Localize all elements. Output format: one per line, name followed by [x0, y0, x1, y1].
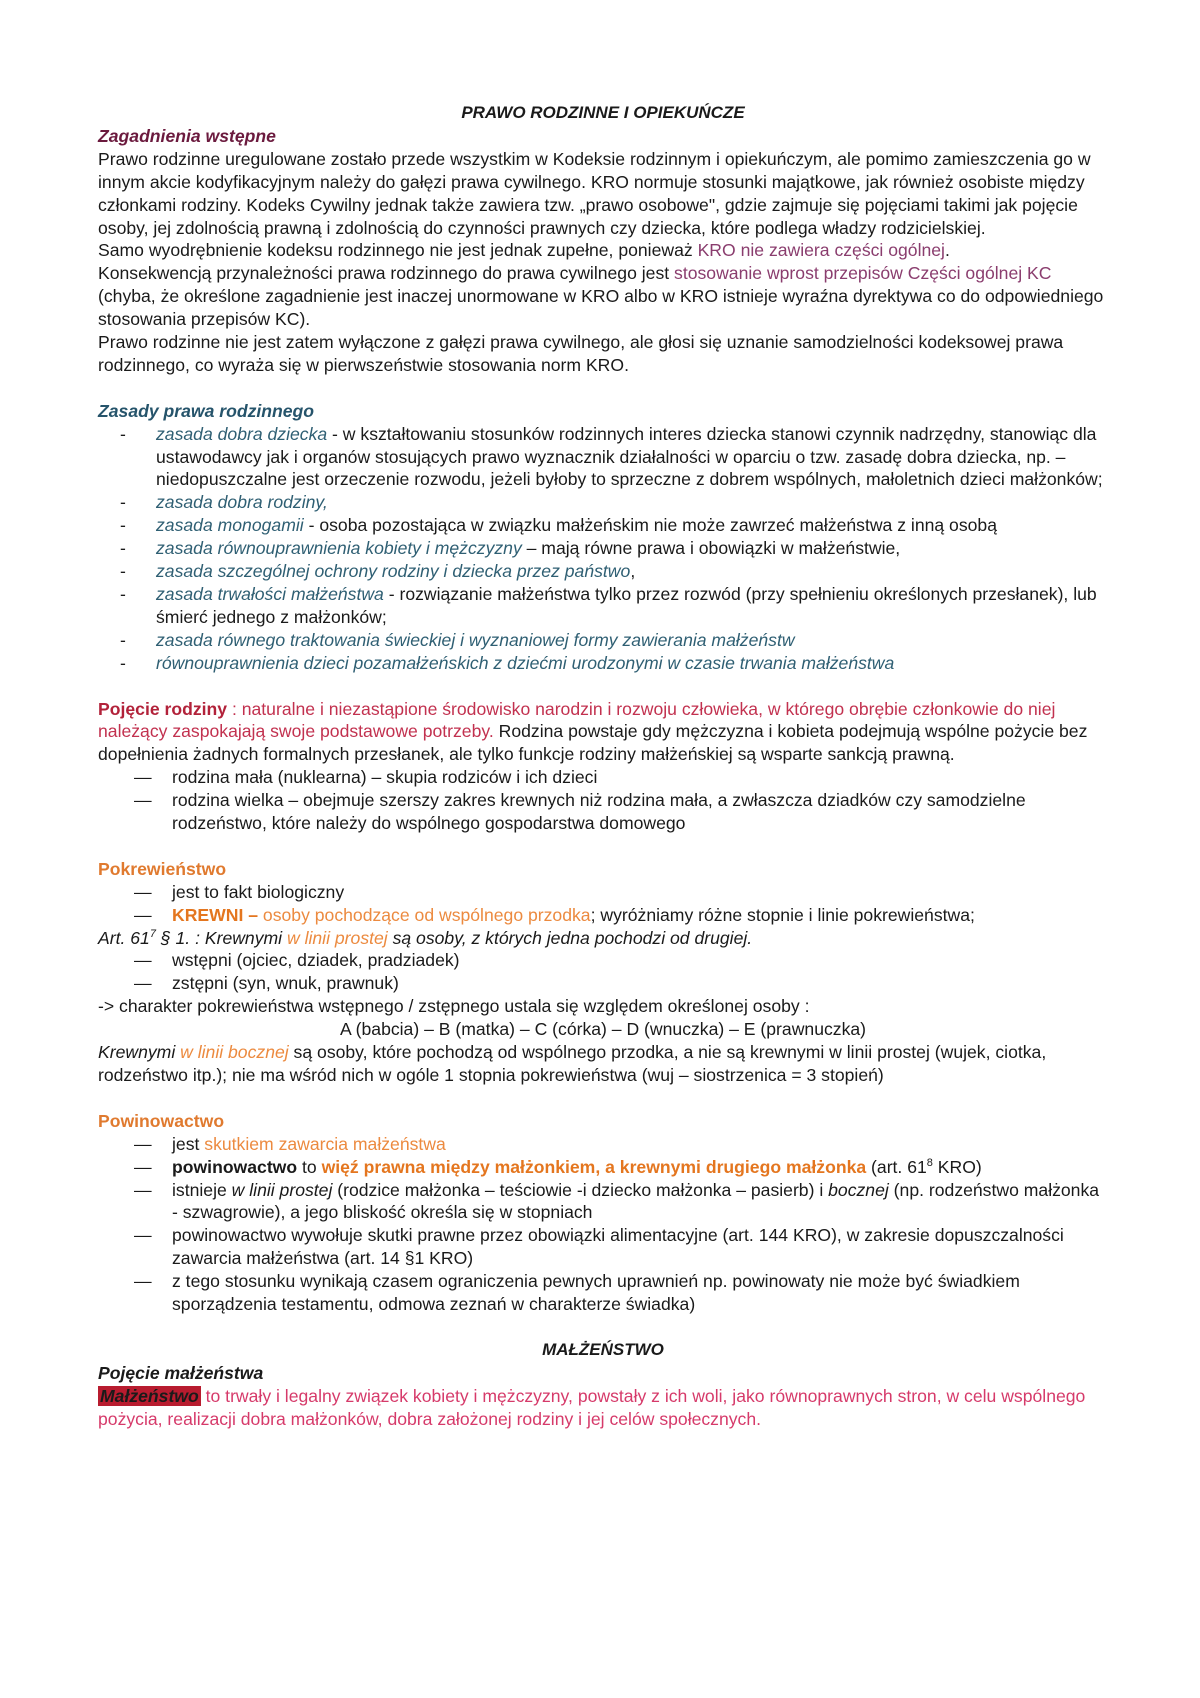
list-item: [98, 1133, 1108, 1156]
zasady-heading: Zasady prawa rodzinnego: [98, 400, 315, 421]
intro-p2-end: .: [944, 240, 950, 261]
krewni-term: KREWNI –: [172, 904, 263, 925]
malzenstwo-heading: Pojęcie małżeństwa: [98, 1362, 264, 1383]
list-item: [98, 1224, 1108, 1270]
pokrewienstwo-list-1: [98, 881, 1108, 927]
boczna-term: Krewnymi: [98, 1042, 181, 1063]
dash-marker: -: [120, 584, 126, 605]
list-item-text: (rodzice małżonka – teściowie -i dziecko małżonka – pasierb) i: [332, 1179, 829, 1200]
dash-marker: -: [120, 423, 126, 444]
article-highlight: w linii prostej: [286, 927, 388, 948]
list-item: [98, 491, 1108, 514]
dash-marker: -: [120, 561, 126, 582]
list-item: [98, 1270, 1108, 1316]
dash-marker: —: [134, 790, 152, 811]
article-text-end: są osoby, z których jedna pochodzi od drugiej.: [387, 927, 753, 948]
intro-p3-end: (chyba, że określone zagadnienie jest inaczej unormowane w KRO albo w KRO istnieje wyraźna dyrektywa co do odpowiedniego stosowania przepisów KC).: [98, 286, 1104, 330]
intro-paragraph-1: Prawo rodzinne uregulowane zostało przede wszystkim w Kodeksie rodzinnym i opiekuńczym, ale pomimo zamieszczenia go w innym akcie kodyfikacyjnym należy do gałęzi prawa cywilnego. KRO normuje stosunki majątkowe, jak również osobiste między członkami rodziny. Kodeks Cywilny jednak także zawiera tzw. „prawo osobowe", gdzie zajmuje się pojęciami takimi jak pojęcie osoby, jej zdolnością prawną i zdolnością do czynności prawnych czy dziecka, które podlega władzy rodzicielskiej.: [98, 148, 1091, 238]
dash-marker: —: [134, 1225, 152, 1246]
dash-marker: —: [134, 1156, 152, 1177]
intro-p3-text: Konsekwencją przynależności prawa rodzinnego do prawa cywilnego jest: [98, 263, 675, 284]
list-item: [98, 652, 1108, 675]
malzenstwo-definition: [98, 1385, 1108, 1431]
powinowactwo-term: powinowactwo: [172, 1156, 298, 1177]
zasada-desc: ,: [630, 561, 636, 582]
zasada-term: zasada szczególnej ochrony rodziny i dziecka przez państwo: [156, 561, 631, 582]
dash-marker: -: [120, 538, 126, 559]
list-item-text: rodzina wielka – obejmuje szerszy zakres krewnych niż rodzina mała, a zwłaszcza dziadków czy samodzielne rodzeństwo, które należy do wspólnego gospodarstwa domowego: [172, 790, 1026, 834]
list-item-text: wstępni (ojciec, dziadek, pradziadek): [172, 950, 460, 971]
intro-p3-highlight: stosowanie wprost przepisów Części ogólnej KC: [674, 263, 1052, 284]
intro-paragraph-3: [98, 262, 1108, 331]
list-item: [98, 583, 1108, 629]
list-item: [98, 423, 1108, 492]
zasada-desc: – mają równe prawa i obowiązki w małżeństwie,: [521, 538, 901, 559]
list-item-text: jest: [172, 1133, 205, 1154]
pokrewienstwo-boczna: [98, 1041, 1108, 1087]
dash-marker: —: [134, 1179, 152, 1200]
powinowactwo-heading: Powinowactwo: [98, 1110, 225, 1131]
dash-marker: —: [134, 1133, 152, 1154]
zasada-desc: ,: [322, 492, 328, 513]
pokrewienstwo-list-2: [98, 949, 1108, 995]
list-item: [98, 789, 1108, 835]
zasada-term: zasada równego traktowania świeckiej i wyznaniowej formy zawierania małżeństw: [156, 629, 795, 650]
zasada-term: zasada dobra dziecka: [156, 423, 328, 444]
rodzina-text: Rodzina powstaje gdy mężczyzna i kobieta podejmują wspólne pożycie bez dopełnienia żadnych formalnych przesłanek, ale tylko funkcje rodziny małżeńskiej są wsparte sankcją prawną.: [98, 721, 1088, 765]
list-item-text: powinowactwo wywołuje skutki prawne przez obowiązki alimentacyjne (art. 144 KRO), w zakresie dopuszczalności zawarcia małżeństwa (art. 14 §1 KRO): [172, 1225, 1064, 1269]
dash-marker: —: [134, 881, 152, 902]
krewni-text: ; wyróżniamy różne stopnie i linie pokrewieństwa;: [590, 904, 975, 925]
list-item-text: istnieje: [172, 1179, 232, 1200]
list-item-text: z tego stosunku wynikają czasem ograniczenia pewnych uprawnień np. powinowaty nie może być świadkiem sporządzenia testamentu, odmowa zeznań w charakterze świadka): [172, 1271, 1020, 1315]
zasada-desc: - rozwiązanie małżeństwa tylko przez rozwód (przy spełnieniu określonych przesłanek), lub śmierć jednego z małżonków;: [156, 584, 1097, 627]
malzenstwo-def: to trwały i legalny związek kobiety i mężczyzny, powstały z ich woli, jako równoprawnych stron, w celu wspólnego pożycia, realizacji dobra małżonków, dobra założonej rodziny i jej celów społecznych.: [98, 1385, 1086, 1429]
article-sup: 7: [149, 927, 156, 940]
article-ref: Art. 61: [98, 927, 150, 948]
list-item-text: (np. rodzeństwo małżonka - szwagrowie), a jego bliskość określa się w stopniach: [172, 1179, 1100, 1223]
intro-paragraph-4: Prawo rodzinne nie jest zatem wyłączone z gałęzi prawa cywilnego, ale głosi się uznanie samodzielności kodeksowej prawa rodzinnego, co wyraża się w pierwszeństwie stosowania norm KRO.: [98, 332, 1064, 375]
article-61-7: [98, 927, 1108, 950]
powinowactwo-list: [98, 1133, 1108, 1316]
intro-paragraph-2: [98, 239, 1108, 262]
rodzina-heading: Pojęcie rodziny: [98, 698, 228, 719]
intro-p2-highlight: KRO nie zawiera części ogólnej: [697, 240, 945, 261]
rodzina-paragraph: [98, 698, 1108, 767]
dash-marker: -: [120, 515, 126, 536]
list-item-highlight: skutkiem zawarcia małżeństwa: [204, 1133, 446, 1154]
list-item: [98, 560, 1108, 583]
list-item-italic: bocznej: [828, 1179, 889, 1200]
list-item: [98, 972, 1108, 995]
list-item-text: rodzina mała (nuklearna) – skupia rodziców i ich dzieci: [172, 767, 598, 788]
rodzina-definition: : naturalne i niezastąpione środowisko narodzin i rozwoju człowieka, w którego obrębie członkowie do niej należący zaspokajają swoje podstawowe potrzeby.: [98, 698, 1056, 742]
zasada-desc: - w kształtowaniu stosunków rodzinnych interes dziecka stanowi czynnik nadrzędny, stanowiąc dla ustawodawcy jak i organów stosujących prawo wyznacznik działalności w oparciu o tzw. zasadę dobra dziecka, np. – niedopuszczalne jest orzeczenie rozwodu, jeżeli byłoby to sprzeczne z dobrem wspólnych, małoletnich dzieci małżonków;: [156, 423, 1103, 490]
dash-marker: —: [134, 767, 152, 788]
list-item: [98, 1179, 1108, 1225]
article-ref-end: KRO): [932, 1156, 982, 1177]
dash-marker: -: [120, 492, 126, 513]
zasada-term: zasada dobra rodziny: [156, 492, 323, 513]
list-item-text: to: [297, 1156, 322, 1177]
zasada-desc: - osoba pozostająca w związku małżeńskim nie może zawrzeć małżeństwa z inną osobą: [303, 515, 997, 536]
document-page: [98, 102, 1108, 1430]
list-item: [98, 629, 1108, 652]
zasady-list: [98, 423, 1108, 675]
list-item: [98, 881, 1108, 904]
boczna-highlight: w linii bocznej: [180, 1042, 289, 1063]
article-sup: 8: [926, 1156, 933, 1169]
list-item-text: zstępni (syn, wnuk, prawnuk): [172, 973, 399, 994]
powinowactwo-def: więź prawna między małżonkiem, a krewnymi drugiego małżonka: [321, 1156, 867, 1177]
malzenstwo-title: MAŁŻEŃSTWO: [542, 1339, 664, 1359]
list-item-text: jest to fakt biologiczny: [172, 881, 345, 902]
article-ref: (art. 61: [866, 1156, 927, 1177]
dash-marker: -: [120, 629, 126, 650]
rodzina-list: [98, 766, 1108, 835]
dash-marker: -: [120, 652, 126, 673]
dash-marker: —: [134, 904, 152, 925]
list-item: [98, 904, 1108, 927]
pokrewienstwo-chain: A (babcia) – B (matka) – C (córka) – D (wnuczka) – E (prawnuczka): [339, 1019, 867, 1040]
malzenstwo-term: Małżeństwo: [100, 1385, 199, 1406]
intro-p2-text: Samo wyodrębnienie kodeksu rodzinnego nie jest jednak zupełne, ponieważ: [98, 240, 698, 261]
article-text: § 1. : Krewnymi: [155, 927, 287, 948]
dash-marker: —: [134, 950, 152, 971]
list-item: [98, 1156, 1108, 1179]
zasada-term: zasada trwałości małżeństwa: [156, 584, 384, 605]
dash-marker: —: [134, 1271, 152, 1292]
dash-marker: —: [134, 973, 152, 994]
list-item: [98, 537, 1108, 560]
pokrewienstwo-heading: Pokrewieństwo: [98, 858, 227, 879]
zasada-term: zasada równouprawnienia kobiety i mężczyzny: [156, 538, 522, 559]
list-item: [98, 766, 1108, 789]
zasada-term: zasada monogamii: [156, 515, 304, 536]
list-item-italic: w linii prostej: [231, 1179, 333, 1200]
intro-heading: Zagadnienia wstępne: [98, 125, 276, 146]
document-title: PRAWO RODZINNE I OPIEKUŃCZE: [461, 103, 745, 122]
list-item: [98, 949, 1108, 972]
zasada-term: równouprawnienia dzieci pozamałżeńskich z dziećmi urodzonymi w czasie trwania małżeństwa: [156, 652, 895, 673]
boczna-text: są osoby, które pochodzą od wspólnego przodka, a nie są krewnymi w linii prostej (wujek, ciotka, rodzeństwo itp.); nie ma wśród nich w ogóle 1 stopnia pokrewieństwa (wuj – siostrzenica = 3 stopień): [98, 1042, 1047, 1086]
pokrewienstwo-arrow-note: -> charakter pokrewieństwa wstępnego / zstępnego ustala się względem określonej osoby :: [98, 996, 810, 1017]
list-item: [98, 514, 1108, 537]
krewni-def: osoby pochodzące od wspólnego przodka: [262, 904, 591, 925]
